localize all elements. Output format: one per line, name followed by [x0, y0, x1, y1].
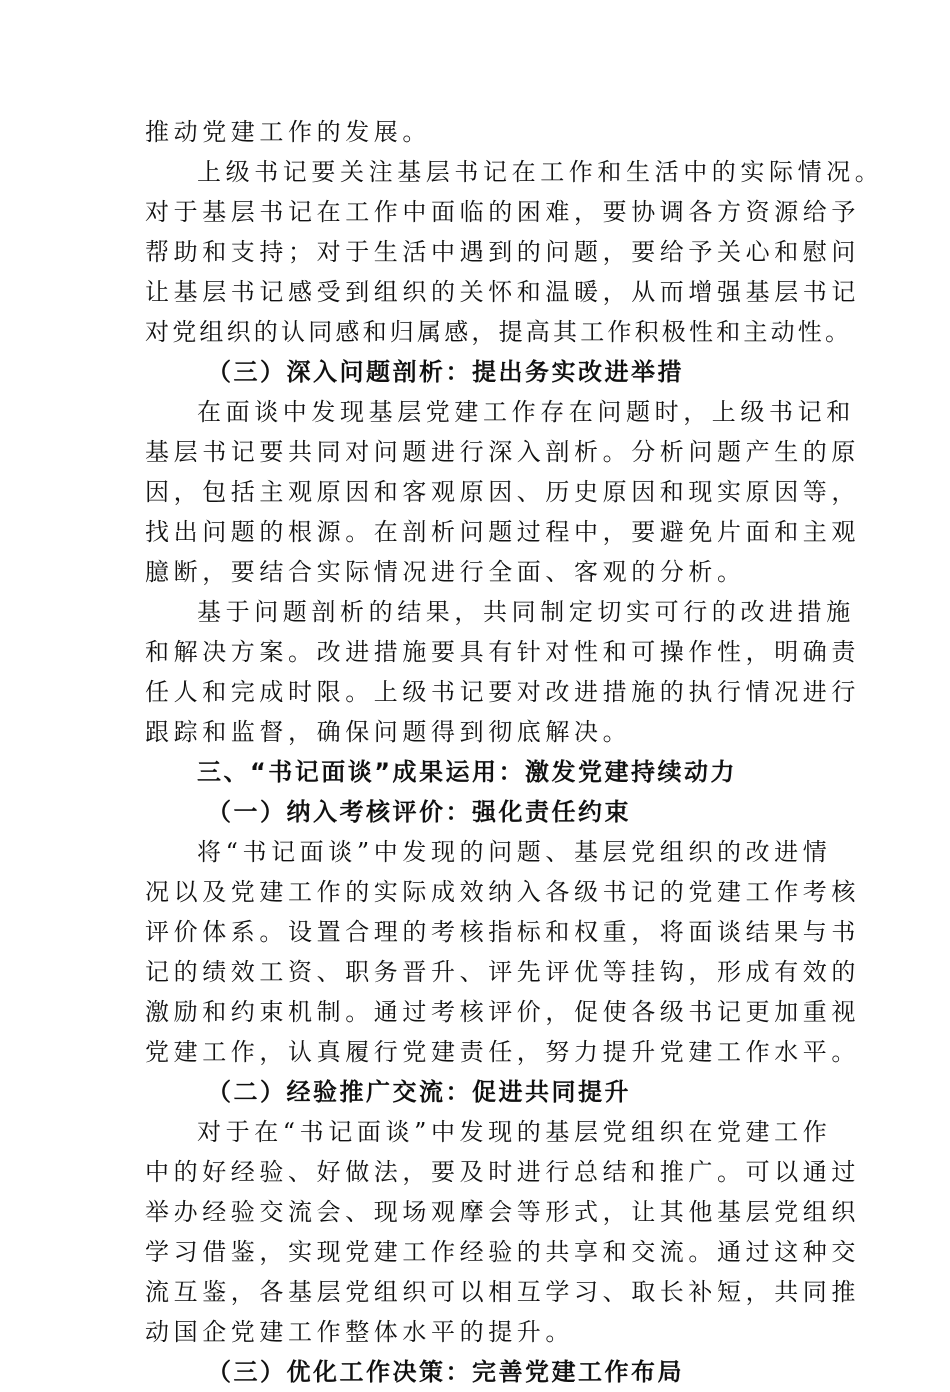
- document-page: [145, 112, 884, 1392]
- subsection-heading: （三）优化工作决策：完善党建工作布局: [207, 1358, 684, 1386]
- paragraph-line: 激励和约束机制。通过考核评价，促使各级书记更加重视: [145, 998, 860, 1026]
- paragraph-line: 况以及党建工作的实际成效纳入各级书记的党建工作考核: [145, 878, 860, 906]
- paragraph-line: 对党组织的认同感和归属感，提高其工作积极性和主动性。: [145, 318, 853, 346]
- paragraph-line: 和解决方案。改进措施要具有针对性和可操作性，明确责: [145, 638, 860, 666]
- paragraph-line: 任人和完成时限。上级书记要对改进措施的执行情况进行: [145, 678, 860, 706]
- paragraph-line: 因，包括主观原因和客观原因、历史原因和现实原因等，: [145, 478, 860, 506]
- subsection-heading: （二）经验推广交流：促进共同提升: [207, 1078, 631, 1106]
- paragraph-line: 上级书记要关注基层书记在工作和生活中的实际情况。: [197, 158, 884, 186]
- paragraph-line: 评价体系。设置合理的考核指标和权重，将面谈结果与书: [145, 918, 860, 946]
- paragraph-line: 记的绩效工资、职务晋升、评先评优等挂钩，形成有效的: [145, 958, 860, 986]
- paragraph-line: 对于在“书记面谈”中发现的基层党组织在党建工作: [197, 1118, 832, 1146]
- paragraph-line: 帮助和支持；对于生活中遇到的问题，要给予关心和慰问: [145, 238, 860, 266]
- paragraph-line: 推动党建工作的发展。: [145, 118, 431, 146]
- section-heading: 三、“书记面谈”成果运用：激发党建持续动力: [197, 758, 738, 786]
- paragraph-line: 将“书记面谈”中发现的问题、基层党组织的改进情: [197, 838, 832, 866]
- paragraph-line: 让基层书记感受到组织的关怀和温暖，从而增强基层书记: [145, 278, 860, 306]
- paragraph-line: 举办经验交流会、现场观摩会等形式，让其他基层党组织: [145, 1198, 860, 1226]
- paragraph-line: 党建工作，认真履行党建责任，努力提升党建工作水平。: [145, 1038, 860, 1066]
- subsection-heading: （一）纳入考核评价：强化责任约束: [207, 798, 631, 826]
- paragraph-line: 在面谈中发现基层党建工作存在问题时，上级书记和: [197, 398, 855, 426]
- paragraph-line: 找出问题的根源。在剖析问题过程中，要避免片面和主观: [145, 518, 860, 546]
- paragraph-line: 流互鉴，各基层党组织可以相互学习、取长补短，共同推: [145, 1278, 860, 1306]
- paragraph-line: 基层书记要共同对问题进行深入剖析。分析问题产生的原: [145, 438, 860, 466]
- paragraph-line: 臆断，要结合实际情况进行全面、客观的分析。: [145, 558, 746, 586]
- paragraph-line: 动国企党建工作整体水平的提升。: [145, 1318, 574, 1346]
- paragraph-line: 基于问题剖析的结果，共同制定切实可行的改进措施: [197, 598, 855, 626]
- paragraph-line: 学习借鉴，实现党建工作经验的共享和交流。通过这种交: [145, 1238, 860, 1266]
- paragraph-line: 对于基层书记在工作中面临的困难，要协调各方资源给予: [145, 198, 860, 226]
- paragraph-line: 中的好经验、好做法，要及时进行总结和推广。可以通过: [145, 1158, 860, 1186]
- subsection-heading: （三）深入问题剖析：提出务实改进举措: [207, 358, 684, 386]
- paragraph-line: 跟踪和监督，确保问题得到彻底解决。: [145, 718, 632, 746]
